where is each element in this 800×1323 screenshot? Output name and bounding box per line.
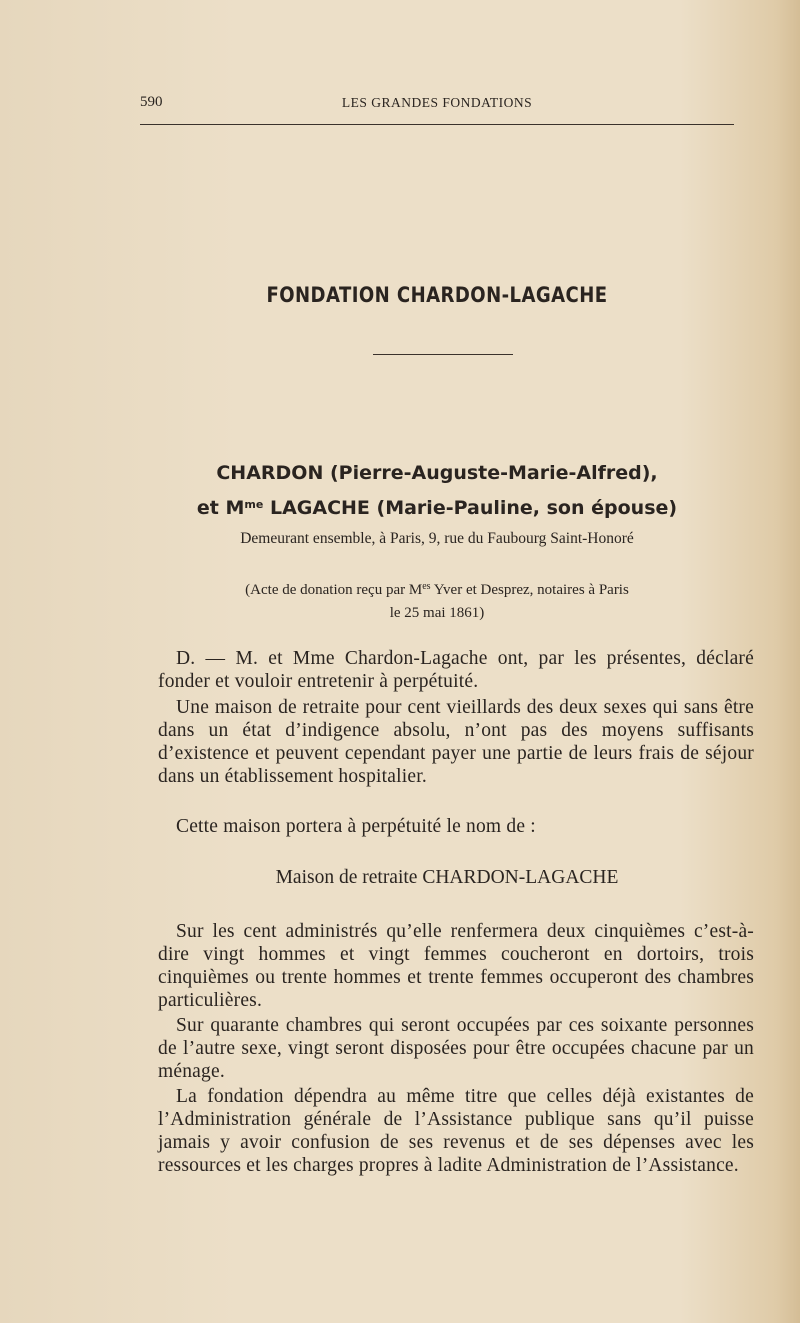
header-rule: [140, 124, 734, 125]
title-divider: [373, 354, 513, 355]
deed-line-2: le 25 mai 1861): [389, 605, 485, 621]
deed-line-1-rest: Yver et Desprez, notaires à Paris: [430, 582, 629, 598]
paragraph-4: Sur les cent administrés qu’elle renfermera deux cinquièmes c’est-à-dire vingt hommes et vingt femmes coucheront en dortoirs, trois cinquièmes ou trente hommes et trente femmes occuperont des chambres particulières.: [158, 921, 754, 1011]
founders-line-2: [140, 489, 734, 524]
founders-line-2-rest: LAGACHE (Marie-Pauline, son épouse): [263, 497, 678, 519]
deed-line-1-prefix: (Acte de donation reçu par M: [245, 582, 423, 598]
page-number: 590: [140, 94, 163, 110]
deed-note: [140, 575, 734, 625]
paragraph-6: La fondation dépendra au même titre que celles déjà existantes de l’Administration générale de l’Assistance publique sans qu’il puisse jamais y avoir confusion de ses revenus et de ses dépenses avec les ressources et les charges propres à ladite Administration de l’Assistance.: [158, 1086, 754, 1176]
founders-line-2-prefix: et M: [196, 497, 245, 519]
residence-line: Demeurant ensemble, à Paris, 9, rue du Faubourg Saint-Honoré: [240, 530, 634, 547]
foundation-title: FONDATION CHARDON-LAGACHE: [266, 283, 608, 307]
paragraph-3: Cette maison portera à perpétuité le nom de :: [176, 816, 536, 837]
founders-line-1: CHARDON (Pierre-Auguste-Marie-Alfred),: [216, 462, 658, 484]
paragraph-1: D. — M. et Mme Chardon-Lagache ont, par les présentes, déclaré fonder et vouloir entretenir à perpétuité.: [158, 648, 754, 692]
founders-line-2-sup: me: [244, 498, 264, 511]
paragraph-2: Une maison de retraite pour cent vieillards des deux sexes qui sans être dans un état d’indigence absolu, n’ont pas des moyens suffisants d’existence et peuvent cependant payer une partie de leurs frais de séjour dans un établissement hospitalier.: [158, 697, 754, 787]
running-title: LES GRANDES FONDATIONS: [341, 95, 533, 110]
maison-name: Maison de retraite CHARDON-LAGACHE: [275, 867, 619, 888]
deed-line-1: [140, 575, 734, 602]
deed-line-1-sup: es: [422, 581, 431, 592]
founders-heading: [140, 458, 734, 524]
page-header: [140, 94, 734, 116]
paragraph-5: Sur quarante chambres qui seront occupées par ces soixante personnes de l’autre sexe, vingt seront disposées pour être occupées chacune par un ménage.: [158, 1015, 754, 1082]
